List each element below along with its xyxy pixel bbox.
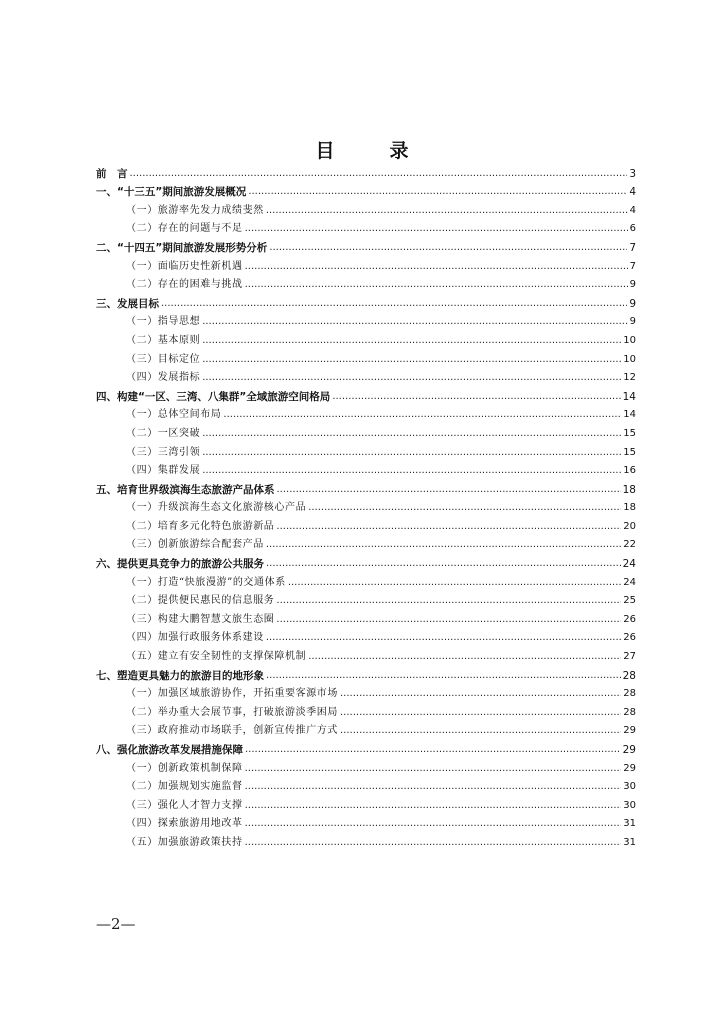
toc-dot-leader — [202, 353, 621, 367]
toc-subsection-entry[interactable] — [96, 515, 636, 534]
toc-entry-label: （二）存在的问题与不足 — [126, 223, 243, 235]
toc-subsection-entry[interactable] — [96, 199, 636, 218]
toc-subsection-entry[interactable] — [96, 590, 636, 609]
toc-dot-leader — [130, 167, 628, 181]
toc-subsection-entry[interactable] — [96, 329, 636, 348]
toc-subsection-entry[interactable] — [96, 218, 636, 237]
toc-page-number: 10 — [623, 334, 636, 346]
toc-subsection-entry[interactable] — [96, 645, 636, 664]
toc-page-number: 30 — [623, 781, 636, 793]
page-title: 目 录 — [315, 140, 427, 162]
toc-page-number: 26 — [623, 613, 636, 625]
toc-entry-label: （三）政府推动市场联手，创新宣传推广方式 — [126, 725, 338, 737]
table-of-contents — [96, 162, 636, 850]
toc-page-number: 31 — [623, 818, 636, 830]
toc-dot-leader — [308, 501, 621, 515]
toc-entry-label: 八、强化旅游改革发展措施保障 — [96, 744, 243, 756]
toc-subsection-entry[interactable] — [96, 534, 636, 553]
toc-page-number: 10 — [623, 353, 636, 365]
toc-entry-label: 七、塑造更具魅力的旅游目的地形象 — [96, 669, 264, 682]
toc-dot-leader — [245, 260, 628, 274]
toc-dot-leader — [245, 762, 622, 776]
toc-page-number: 14 — [623, 409, 636, 421]
toc-entry-label: （四）集群发展 — [126, 465, 201, 477]
toc-dot-leader — [266, 631, 621, 645]
toc-page-number: 31 — [623, 836, 636, 848]
page-number-footer: —2— — [96, 915, 136, 933]
toc-page-number: 28 — [623, 688, 636, 700]
toc-dot-leader — [223, 408, 621, 422]
toc-subsection-entry[interactable] — [96, 348, 636, 367]
toc-dot-leader — [340, 724, 621, 738]
toc-entry-label: （一）升级滨海生态文化旅游核心产品 — [126, 502, 307, 514]
toc-page-number: 16 — [623, 465, 636, 477]
toc-dot-leader — [202, 427, 621, 441]
toc-page-number: 15 — [623, 427, 636, 439]
toc-page-number: 18 — [623, 502, 636, 514]
toc-subsection-entry[interactable] — [96, 813, 636, 832]
toc-section-entry[interactable] — [96, 738, 636, 757]
toc-entry-label: （三）目标定位 — [126, 353, 201, 365]
toc-dot-leader — [245, 743, 621, 757]
toc-section-entry[interactable] — [96, 385, 636, 404]
toc-entry-label: （一）指导思想 — [126, 316, 201, 328]
toc-dot-leader — [161, 297, 627, 311]
toc-dot-leader — [340, 687, 621, 701]
toc-section-entry[interactable] — [96, 162, 636, 181]
toc-entry-label: （一）总体空间布局 — [126, 409, 222, 421]
toc-subsection-entry[interactable] — [96, 794, 636, 813]
toc-dot-leader — [245, 278, 628, 292]
toc-subsection-entry[interactable] — [96, 404, 636, 423]
toc-page-number: 6 — [629, 223, 636, 235]
toc-entry-label: （二）存在的困难与挑战 — [126, 279, 243, 291]
toc-dot-leader — [202, 334, 621, 348]
toc-dot-leader — [266, 538, 621, 552]
toc-dot-leader — [266, 669, 621, 683]
toc-page-number: 4 — [629, 186, 636, 199]
toc-dot-leader — [202, 371, 621, 385]
toc-page-number: 24 — [623, 576, 636, 588]
toc-entry-label: （一）旅游率先发力成绩斐然 — [126, 204, 264, 216]
toc-entry-label: （二）培育多元化特色旅游新品 — [126, 520, 275, 532]
toc-page-number: 28 — [623, 706, 636, 718]
toc-entry-label: 一、“十三五”期间旅游发展概况 — [96, 186, 247, 199]
toc-subsection-entry[interactable] — [96, 776, 636, 795]
toc-page-number: 30 — [623, 799, 636, 811]
toc-dot-leader — [308, 650, 621, 664]
toc-entry-label: （二）基本原则 — [126, 334, 201, 346]
toc-page-number: 22 — [623, 539, 636, 551]
toc-subsection-entry[interactable] — [96, 311, 636, 330]
toc-dot-leader — [245, 836, 622, 850]
toc-subsection-entry[interactable] — [96, 608, 636, 627]
toc-page-number: 18 — [622, 483, 636, 496]
toc-entry-label: 二、“十四五”期间旅游发展形势分析 — [96, 241, 268, 254]
toc-entry-label: 六、提供更具竞争力的旅游公共服务 — [96, 558, 264, 571]
toc-entry-label: （四）发展指标 — [126, 372, 201, 384]
toc-page-number: 26 — [623, 632, 636, 644]
toc-section-entry[interactable] — [96, 292, 636, 311]
toc-subsection-entry[interactable] — [96, 683, 636, 702]
toc-section-entry[interactable] — [96, 478, 636, 497]
toc-dot-leader — [266, 204, 628, 218]
toc-entry-label: （四）探索旅游用地改革 — [126, 818, 243, 830]
toc-page-number: 27 — [623, 651, 636, 663]
toc-page-number: 28 — [622, 669, 636, 682]
toc-section-entry[interactable] — [96, 236, 636, 255]
toc-entry-label: （三）创新旅游综合配套产品 — [126, 539, 264, 551]
toc-dot-leader — [245, 799, 622, 813]
toc-dot-leader — [340, 706, 621, 720]
toc-dot-leader — [245, 780, 622, 794]
toc-page-number: 12 — [623, 372, 636, 384]
toc-dot-leader — [276, 520, 621, 534]
toc-page-number: 9 — [629, 297, 636, 310]
toc-dot-leader — [245, 817, 622, 831]
toc-entry-label: （一）创新政策机制保障 — [126, 762, 243, 774]
toc-subsection-entry[interactable] — [96, 274, 636, 293]
toc-entry-label: （二）加强规划实施监督 — [126, 781, 243, 793]
toc-dot-leader — [288, 576, 621, 590]
toc-page-number: 7 — [629, 241, 636, 254]
toc-subsection-entry[interactable] — [96, 367, 636, 386]
toc-entry-label: 前 言 — [96, 167, 128, 180]
toc-dot-leader — [202, 315, 627, 329]
toc-entry-label: 三、发展目标 — [96, 297, 159, 310]
toc-subsection-entry[interactable] — [96, 497, 636, 516]
toc-entry-label: （三）构建大鹏智慧文旅生态圈 — [126, 613, 275, 625]
toc-page-number: 9 — [629, 279, 636, 291]
toc-subsection-entry[interactable] — [96, 571, 636, 590]
toc-entry-label: （三）三湾引领 — [126, 446, 201, 458]
toc-entry-label: 五、培育世界级滨海生态旅游产品体系 — [96, 483, 275, 496]
toc-subsection-entry[interactable] — [96, 441, 636, 460]
toc-page-number: 24 — [622, 558, 636, 571]
toc-page-number: 29 — [623, 725, 636, 737]
toc-dot-leader — [277, 483, 621, 497]
toc-section-entry[interactable] — [96, 664, 636, 683]
toc-subsection-entry[interactable] — [96, 757, 636, 776]
toc-entry-label: （四）加强行政服务体系建设 — [126, 632, 264, 644]
toc-page-number: 25 — [623, 595, 636, 607]
toc-entry-label: （一）加强区域旅游协作，开拓重要客源市场 — [126, 688, 338, 700]
toc-page-number: 29 — [622, 744, 636, 756]
toc-entry-label: （二）举办重大会展节事，打破旅游淡季困局 — [126, 706, 338, 718]
toc-entry-label: （一）打造“快旅漫游”的交通体系 — [126, 576, 286, 588]
toc-dot-leader — [276, 594, 621, 608]
toc-page-number: 9 — [629, 316, 636, 328]
toc-dot-leader — [332, 390, 620, 404]
toc-page-number: 15 — [623, 446, 636, 458]
toc-page-number: 14 — [622, 390, 636, 403]
toc-subsection-entry[interactable] — [96, 460, 636, 479]
toc-dot-leader — [202, 446, 621, 460]
toc-subsection-entry[interactable] — [96, 422, 636, 441]
toc-page-number: 3 — [629, 167, 636, 180]
toc-subsection-entry[interactable] — [96, 255, 636, 274]
toc-section-entry[interactable] — [96, 552, 636, 571]
toc-entry-label: 四、构建“一区、三湾、八集群”全域旅游空间格局 — [96, 390, 331, 403]
toc-dot-leader — [248, 185, 627, 199]
toc-subsection-entry[interactable] — [96, 701, 636, 720]
toc-page-number: 4 — [629, 204, 636, 216]
toc-entry-label: （五）建立有安全韧性的支撑保障机制 — [126, 651, 307, 663]
toc-page-number: 29 — [623, 762, 636, 774]
toc-entry-label: （二）提供便民惠民的信息服务 — [126, 595, 275, 607]
toc-entry-label: （五）加强旅游政策扶持 — [126, 836, 243, 848]
toc-page-number: 7 — [629, 260, 636, 272]
toc-entry-label: （三）强化人才智力支撑 — [126, 799, 243, 811]
toc-entry-label: （一）面临历史性新机遇 — [126, 260, 243, 272]
toc-dot-leader — [266, 557, 621, 571]
toc-subsection-entry[interactable] — [96, 831, 636, 850]
toc-dot-leader — [245, 222, 628, 236]
toc-dot-leader — [276, 613, 621, 627]
toc-entry-label: （二）一区突破 — [126, 427, 201, 439]
toc-subsection-entry[interactable] — [96, 720, 636, 739]
toc-dot-leader — [202, 464, 621, 478]
toc-section-entry[interactable] — [96, 181, 636, 200]
toc-dot-leader — [269, 241, 627, 255]
toc-subsection-entry[interactable] — [96, 627, 636, 646]
toc-page-number: 20 — [623, 520, 636, 532]
